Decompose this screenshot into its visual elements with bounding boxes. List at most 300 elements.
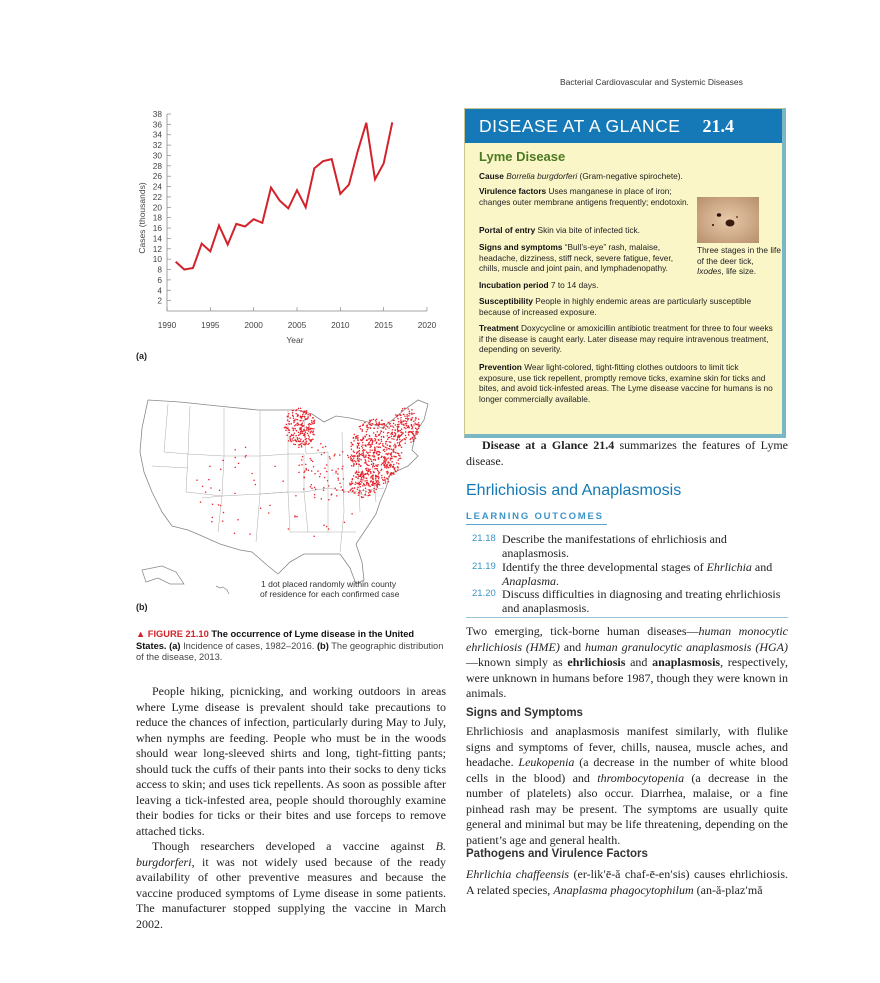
portal-row: Portal of entry Skin via bite of infected tick.	[479, 225, 640, 235]
case-dot	[400, 421, 402, 423]
case-dot	[352, 461, 354, 463]
case-dot	[299, 444, 301, 446]
case-dot	[351, 454, 353, 456]
case-dot	[386, 447, 388, 449]
case-dot	[390, 441, 392, 443]
case-dot	[356, 472, 358, 474]
x-tick-label: 2005	[287, 320, 307, 330]
case-dot	[357, 440, 359, 442]
case-dot	[373, 455, 375, 457]
case-dot	[284, 427, 286, 429]
case-dot	[367, 439, 369, 441]
case-dot	[362, 485, 364, 487]
case-dot	[397, 442, 399, 444]
case-dot	[305, 418, 307, 420]
case-dot	[308, 427, 310, 429]
case-dot	[286, 434, 288, 436]
case-dot	[298, 408, 300, 410]
case-dot	[377, 475, 379, 477]
case-dot	[395, 424, 397, 426]
case-dot	[353, 475, 355, 477]
case-dot	[300, 432, 302, 434]
case-dot	[374, 458, 376, 460]
case-dot	[397, 437, 399, 439]
case-dot	[400, 414, 402, 416]
case-dot	[386, 467, 388, 469]
case-dot	[406, 415, 408, 417]
case-dot	[302, 441, 304, 443]
case-dot	[400, 430, 402, 432]
case-dot	[334, 488, 336, 490]
incubation-row: Incubation period 7 to 14 days.	[479, 280, 599, 290]
case-dot	[361, 492, 363, 494]
case-dot	[289, 423, 291, 425]
y-tick-label: 20	[152, 202, 162, 213]
case-dot	[314, 487, 316, 489]
case-dot	[289, 430, 291, 432]
case-dot	[362, 423, 364, 425]
case-dot	[304, 442, 306, 444]
case-dot	[406, 421, 408, 423]
case-dot	[405, 431, 407, 433]
case-dot	[288, 528, 290, 530]
case-dot	[349, 482, 351, 484]
case-dot	[338, 479, 340, 481]
case-dot	[324, 467, 326, 469]
case-dot	[405, 418, 407, 420]
case-dot	[292, 438, 294, 440]
case-dot	[308, 443, 310, 445]
case-dot	[378, 471, 380, 473]
case-dot	[375, 477, 377, 479]
case-dot	[294, 515, 296, 517]
case-dot	[373, 432, 375, 434]
case-dot	[342, 490, 344, 492]
case-dot	[382, 428, 384, 430]
case-dot	[285, 430, 287, 432]
case-dot	[293, 420, 295, 422]
case-dot	[308, 425, 310, 427]
case-dot	[306, 426, 308, 428]
case-dot	[374, 466, 376, 468]
case-dot	[308, 430, 310, 432]
case-dot	[219, 490, 221, 492]
case-dot	[398, 424, 400, 426]
case-dot	[295, 419, 297, 421]
case-dot	[376, 486, 378, 488]
case-dot	[391, 456, 393, 458]
case-dot	[292, 415, 294, 417]
case-dot	[358, 476, 360, 478]
case-dot	[363, 476, 365, 478]
subsection-title-pathogens: Pathogens and Virulence Factors	[466, 848, 648, 860]
x-tick-label: 2020	[417, 320, 437, 330]
case-dot	[397, 418, 399, 420]
case-dot	[312, 428, 314, 430]
case-dot	[405, 435, 407, 437]
case-dot	[286, 424, 288, 426]
case-dot	[306, 442, 308, 444]
case-dot	[355, 438, 357, 440]
case-dot	[389, 441, 391, 443]
case-dot	[359, 458, 361, 460]
case-dot	[371, 476, 373, 478]
case-dot	[388, 427, 390, 429]
case-dot	[390, 425, 392, 427]
hawaii-outline	[216, 586, 229, 594]
case-dot	[334, 453, 336, 455]
case-dot	[376, 441, 378, 443]
case-dot	[372, 455, 374, 457]
case-dot	[398, 426, 400, 428]
case-dot	[413, 413, 415, 415]
case-dot	[287, 419, 289, 421]
case-dot	[306, 412, 308, 414]
y-tick-label: 16	[152, 223, 162, 234]
case-dot	[360, 425, 362, 427]
case-dot	[365, 444, 367, 446]
case-dot	[419, 424, 421, 426]
case-dot	[403, 414, 405, 416]
case-dot	[384, 476, 386, 478]
case-dot	[370, 480, 372, 482]
case-dot	[389, 423, 391, 425]
case-dot	[326, 471, 328, 473]
case-dot	[366, 470, 368, 472]
case-dot	[373, 452, 375, 454]
case-dot	[313, 423, 315, 425]
case-dot	[373, 459, 375, 461]
case-dot	[378, 457, 380, 459]
case-dot	[383, 460, 385, 462]
case-dot	[290, 440, 292, 442]
left-body-text	[136, 684, 446, 932]
case-dot	[375, 434, 377, 436]
case-dot	[379, 422, 381, 424]
case-dot	[288, 440, 290, 442]
case-dot	[386, 458, 388, 460]
case-dot	[304, 436, 306, 438]
case-dot	[320, 443, 322, 445]
case-dot	[389, 465, 391, 467]
case-dot	[408, 425, 410, 427]
case-dot	[372, 478, 374, 480]
case-dot	[314, 421, 316, 423]
case-dot	[385, 482, 387, 484]
section-title: Ehrlichiosis and Anaplasmosis	[466, 482, 682, 499]
case-dot	[371, 485, 373, 487]
case-dot	[375, 421, 377, 423]
case-dot	[293, 428, 295, 430]
case-dot	[375, 450, 377, 452]
case-dot	[357, 478, 359, 480]
case-dot	[347, 455, 349, 457]
case-dot	[304, 430, 306, 432]
case-dot	[391, 432, 393, 434]
case-dot	[337, 478, 339, 480]
case-dot	[363, 489, 365, 491]
cause-row: Cause Borrelia burgdorferi (Gram-negative spirochete).	[479, 171, 683, 181]
case-dot	[245, 456, 247, 458]
case-dot	[379, 434, 381, 436]
case-dot	[415, 417, 417, 419]
case-dot	[360, 483, 362, 485]
case-dot	[344, 521, 346, 523]
case-dot	[363, 438, 365, 440]
case-dot	[401, 452, 403, 454]
case-dot	[363, 477, 365, 479]
case-dot	[353, 465, 355, 467]
case-dot	[366, 483, 368, 485]
case-dot	[410, 438, 412, 440]
case-dot	[396, 416, 398, 418]
case-dot	[308, 434, 310, 436]
case-dot	[364, 480, 366, 482]
case-dot	[409, 413, 411, 415]
x-tick-label: 1995	[201, 320, 220, 330]
case-dot	[359, 492, 361, 494]
case-dot	[238, 462, 240, 464]
case-dot	[416, 423, 418, 425]
case-dot	[365, 491, 367, 493]
case-dot	[311, 420, 313, 422]
case-dot	[350, 445, 352, 447]
case-dot	[360, 486, 362, 488]
case-dot	[383, 464, 385, 466]
case-dot	[358, 494, 360, 496]
case-dot	[402, 433, 404, 435]
case-dot	[391, 435, 393, 437]
case-dot	[302, 420, 304, 422]
case-dot	[310, 458, 312, 460]
case-dot	[234, 457, 236, 459]
case-dot	[399, 436, 401, 438]
case-dot	[209, 465, 211, 467]
case-dot	[380, 432, 382, 434]
pathogens-paragraph: Ehrlichia chaffeensis (er-lik′ē-ă chaf-ē-en′sis) causes ehrlichiosis. A related species, Anaplasma phagocytophilum (an-ă-plaz′mă	[466, 867, 788, 897]
case-dot	[234, 449, 236, 451]
case-dot	[251, 473, 253, 475]
case-dot	[363, 455, 365, 457]
case-dot	[220, 505, 222, 507]
case-dot	[397, 452, 399, 454]
case-dot	[383, 436, 385, 438]
case-dot	[339, 482, 341, 484]
case-dot	[414, 422, 416, 424]
case-dot	[375, 464, 377, 466]
case-dot	[287, 427, 289, 429]
case-dot	[399, 445, 401, 447]
case-dot	[391, 474, 393, 476]
case-dot	[312, 417, 314, 419]
case-dot	[369, 449, 371, 451]
case-dot	[351, 465, 353, 467]
case-dot	[362, 436, 364, 438]
case-dot	[300, 417, 302, 419]
case-dot	[312, 461, 314, 463]
case-dot	[393, 420, 395, 422]
disease-at-a-glance-box	[464, 108, 786, 438]
case-dot	[357, 438, 359, 440]
running-head: Bacterial Cardiovascular and Systemic Diseases	[560, 77, 743, 87]
case-dot	[306, 410, 308, 412]
case-dot	[200, 501, 202, 503]
case-dot	[397, 429, 399, 431]
case-dot	[378, 482, 380, 484]
case-dot	[363, 457, 365, 459]
case-dot	[313, 434, 315, 436]
case-dot	[377, 428, 379, 430]
case-dot	[402, 408, 404, 410]
case-dot	[402, 439, 404, 441]
case-dot	[352, 479, 354, 481]
case-dot	[394, 469, 396, 471]
case-dot	[365, 454, 367, 456]
case-dot	[362, 444, 364, 446]
case-dot	[370, 477, 372, 479]
case-dot	[393, 449, 395, 451]
case-dot	[301, 427, 303, 429]
case-dot	[288, 413, 290, 415]
case-dot	[376, 423, 378, 425]
case-dot	[304, 434, 306, 436]
y-tick-label: 36	[152, 119, 162, 130]
case-dot	[202, 486, 204, 488]
case-dot	[357, 474, 359, 476]
case-dot	[381, 475, 383, 477]
case-dot	[387, 444, 389, 446]
case-dot	[360, 475, 362, 477]
case-dot	[412, 431, 414, 433]
case-dot	[397, 427, 399, 429]
case-dot	[362, 450, 364, 452]
case-dot	[371, 419, 373, 421]
case-dot	[404, 408, 406, 410]
case-dot	[301, 430, 303, 432]
case-dot	[366, 434, 368, 436]
case-dot	[378, 446, 380, 448]
case-dot	[305, 432, 307, 434]
case-dot	[362, 447, 364, 449]
case-dot	[349, 484, 351, 486]
case-dot	[415, 427, 417, 429]
case-dot	[416, 432, 418, 434]
case-dot	[408, 427, 410, 429]
case-dot	[353, 452, 355, 454]
case-dot	[288, 421, 290, 423]
x-axis-label: Year	[286, 335, 304, 345]
case-dot	[322, 446, 324, 448]
case-dot	[377, 431, 379, 433]
case-dot	[351, 449, 353, 451]
case-dot	[391, 449, 393, 451]
case-dot	[368, 492, 370, 494]
case-dot	[311, 447, 313, 449]
case-dot	[398, 421, 400, 423]
case-dot	[317, 470, 319, 472]
case-dot	[323, 487, 325, 489]
case-dot	[385, 428, 387, 430]
case-dot	[355, 472, 357, 474]
case-dot	[350, 490, 352, 492]
case-dot	[366, 480, 368, 482]
case-dot	[390, 459, 392, 461]
case-dot	[350, 456, 352, 458]
case-dot	[383, 456, 385, 458]
case-dot	[343, 478, 345, 480]
case-dot	[394, 444, 396, 446]
case-dot	[351, 481, 353, 483]
alaska-outline	[142, 566, 184, 584]
case-dot	[413, 436, 415, 438]
case-dot	[303, 434, 305, 436]
case-dot	[387, 438, 389, 440]
case-dot	[400, 457, 402, 459]
case-dot	[311, 470, 313, 472]
figure-title: The occurrence of Lyme disease in the United States.	[136, 629, 415, 651]
case-dot	[331, 469, 333, 471]
case-dot	[390, 454, 392, 456]
case-dot	[343, 491, 345, 493]
y-tick-label: 30	[152, 150, 162, 161]
case-dot	[401, 424, 403, 426]
case-dot	[314, 419, 316, 421]
case-dot	[376, 489, 378, 491]
y-tick-label: 8	[157, 264, 162, 275]
case-dot	[300, 407, 302, 409]
signs-paragraph: Ehrlichiosis and anaplasmosis manifest similarly, with flulike signs and symptoms of fever, chills, nausea, muscle aches, and headache. Leukopenia (a decrease in the number of white blood cells in the blood) and thrombocytopenia (a decrease in the number of platelets) also occur. Diarrhea, malaise, or a fine pinhead rash may be present. The symptoms are usually quite general and minimal but may be life threatening, depending on the patient’s age and general health.	[466, 724, 788, 847]
case-dot	[331, 493, 333, 495]
case-dot	[341, 468, 343, 470]
case-dot	[383, 424, 385, 426]
case-dot	[404, 427, 406, 429]
case-dot	[362, 442, 364, 444]
case-dot	[301, 464, 303, 466]
case-dot	[306, 440, 308, 442]
map-legend-line2: of residence for each confirmed case	[260, 589, 400, 599]
case-dot	[362, 425, 364, 427]
case-dot	[362, 430, 364, 432]
case-dot	[378, 451, 380, 453]
case-dot	[274, 466, 276, 468]
learning-outcome-item: 21.20 Discuss difficulties in diagnosing and treating ehrlichiosis and anaplasmosis.	[472, 587, 781, 615]
case-dot	[373, 453, 375, 455]
case-dot	[414, 419, 416, 421]
case-dot	[365, 477, 367, 479]
case-dot	[406, 425, 408, 427]
case-dot	[369, 452, 371, 454]
case-dot	[361, 455, 363, 457]
case-dot	[302, 456, 304, 458]
case-dot	[307, 433, 309, 435]
case-dot	[395, 456, 397, 458]
case-dot	[293, 443, 295, 445]
case-dot	[353, 440, 355, 442]
case-dot	[400, 435, 402, 437]
case-dot	[355, 461, 357, 463]
case-dot	[296, 516, 298, 518]
case-dot	[260, 508, 262, 510]
case-dot	[310, 432, 312, 434]
case-dot	[377, 464, 379, 466]
case-dot	[407, 427, 409, 429]
case-dot	[313, 430, 315, 432]
case-dot	[365, 456, 367, 458]
case-dot	[315, 488, 317, 490]
case-dot	[301, 459, 303, 461]
case-dot	[212, 503, 214, 505]
case-dot	[375, 424, 377, 426]
